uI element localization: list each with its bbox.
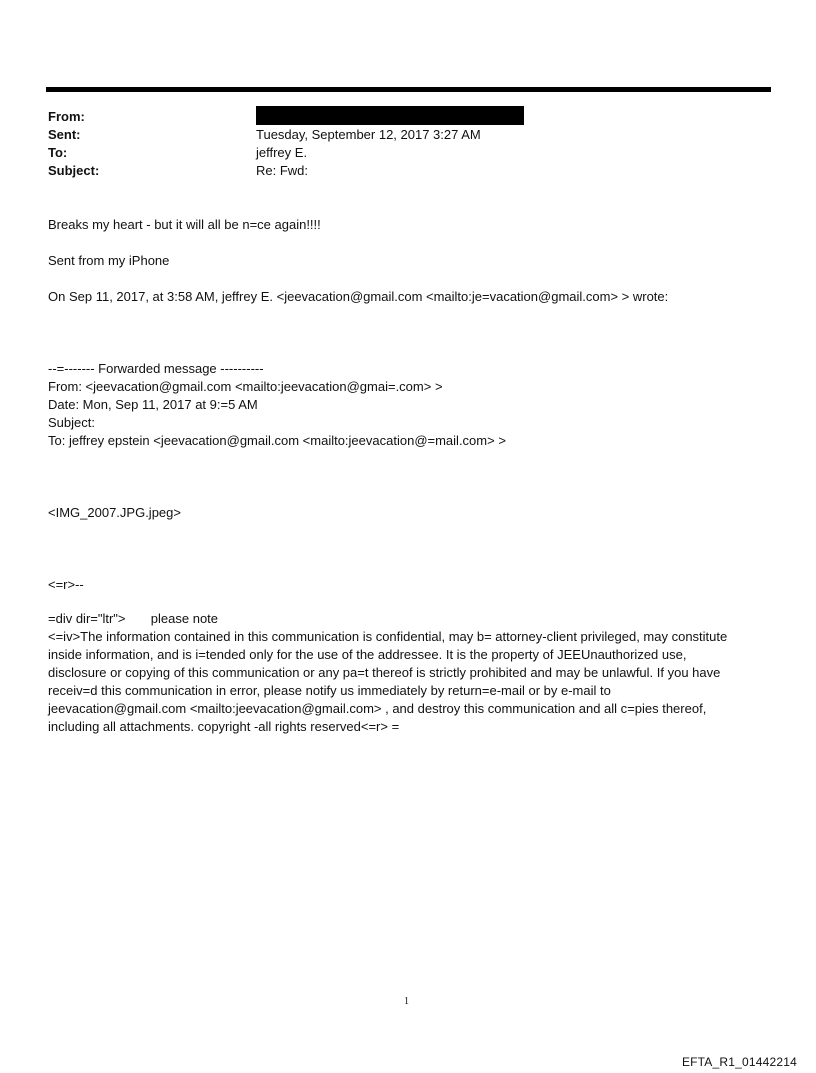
fwd-from: From: <jeevacation@gmail.com <mailto:jeevacation@gmai=.com> > [48,379,443,394]
header-rule [46,87,771,92]
document-id: EFTA_R1_01442214 [681,1055,797,1069]
from-label: From: [48,109,85,124]
disclaimer-line: <=iv>The information contained in this communication is confidential, may b= attorney-client privileged, may constitute [48,629,728,644]
disclaimer-line: including all attachments. copyright -all rights reserved<=r> = [48,719,400,734]
fwd-subject: Subject: [48,415,95,430]
sent-label: Sent: [48,127,81,142]
body-line-signature: Sent from my iPhone [48,253,170,268]
disclaimer-line: jeevacation@gmail.com <mailto:jeevacation@gmail.com> , and destroy this communication and all c=pies thereof, [48,701,707,716]
body-line-quote-intro: On Sep 11, 2017, at 3:58 AM, jeffrey E. <jeevacation@gmail.com <mailto:je=vacation@gmail.com> > wrote: [48,289,669,304]
to-label: To: [48,145,68,160]
attachment-name: <IMG_2007.JPG.jpeg> [48,505,181,520]
subject-label: Subject: [48,163,100,178]
page-number: 1 [404,996,409,1007]
to-value: jeffrey E. [256,145,308,160]
disclaimer-line: receiv=d this communication in error, please notify us immediately by return=e-mail or by e-mail to [48,683,611,698]
disclaimer-line: disclosure or copying of this communication or any pa=t thereof is strictly prohibited and may be unlawful. If you have [48,665,721,680]
redacted-sender [256,106,524,125]
fwd-header: --=------- Forwarded message ---------- [48,361,264,376]
div-line: =div dir="ltr"> please note [48,611,219,626]
fwd-to: To: jeffrey epstein <jeevacation@gmail.com <mailto:jeevacation@=mail.com> > [48,433,506,448]
disclaimer-paragraph [48,628,770,736]
sent-value: Tuesday, September 12, 2017 3:27 AM [256,127,481,142]
break-marker: <=r>-- [48,577,84,592]
disclaimer-line: inside information, and is i=tended only for the use of the addressee. It is the property of JEEUnauthorized use, [48,647,687,662]
body-line-reply: Breaks my heart - but it will all be n=ce again!!!! [48,217,321,232]
subject-value: Re: Fwd: [256,163,309,178]
fwd-date: Date: Mon, Sep 11, 2017 at 9:=5 AM [48,397,258,412]
